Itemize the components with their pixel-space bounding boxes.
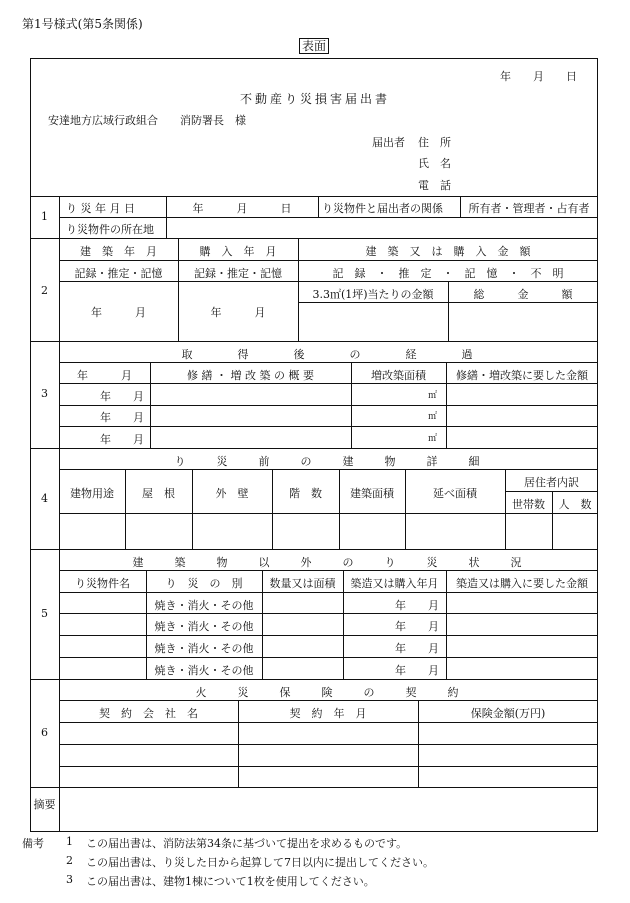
relation-label: り災物件と届出者の関係 [322, 202, 443, 215]
unit-sqm: ㎡ [428, 434, 438, 444]
note-num: 3 [66, 873, 73, 886]
separator [30, 787, 598, 788]
row-line [59, 281, 598, 282]
row-date[interactable]: 年 月 [100, 411, 144, 424]
col-line [339, 469, 340, 549]
row-line [59, 362, 598, 363]
row-line [59, 426, 598, 427]
relation-options[interactable]: 所有者・管理者・占有者 [468, 202, 590, 215]
col-amount: 保険金額(万円) [470, 707, 546, 720]
note-num: 2 [66, 854, 73, 867]
note-text: この届出書は、建物1棟について1枚を使用してください。 [86, 875, 375, 888]
applicant-label: 届出者 [372, 136, 405, 149]
section-title: 火 災 保 険 の 契 約 [195, 686, 462, 699]
separator [30, 549, 598, 550]
row-line [59, 766, 598, 767]
separator [30, 341, 598, 342]
col-date: 築造又は購入年月 [350, 577, 439, 590]
col-cost: 修繕・増改築に要した金額 [456, 369, 588, 382]
col-people: 人 数 [558, 498, 592, 511]
section-number: 1 [41, 210, 48, 223]
col-line [405, 469, 406, 549]
built-label: 建 築 年 月 [80, 245, 157, 258]
price-label: 建 築 又 は 購 入 金 額 [365, 245, 531, 258]
row-line [59, 657, 598, 658]
built-value[interactable]: 年 月 [91, 306, 146, 319]
section-number: 5 [41, 607, 48, 620]
row-line [59, 383, 598, 384]
row-date[interactable]: 年 月 [100, 390, 144, 403]
name-label: 氏 名 [418, 157, 451, 170]
col-line [318, 196, 319, 217]
row-line [59, 613, 598, 614]
location-label: り災物件の所在地 [66, 223, 154, 236]
bought-basis[interactable]: 記録・推定・記憶 [194, 267, 282, 280]
bought-label: 購 入 年 月 [199, 245, 277, 258]
price-basis[interactable]: 記 録 ・ 推 定 ・ 記 憶 ・ 不 明 [332, 267, 564, 280]
bought-value[interactable]: 年 月 [210, 306, 266, 319]
date-field[interactable]: 年 月 日 [500, 70, 577, 83]
number-column-line [59, 196, 60, 832]
note-text: この届出書は、消防法第34条に基づいて提出を求めるものです。 [86, 837, 408, 850]
form-id: 第1号様式(第5条関係) [22, 17, 143, 31]
col-residents: 居住者内訳 [524, 476, 579, 489]
row-line [59, 700, 598, 701]
section-number: 4 [41, 492, 48, 505]
total-label: 総 金 額 [473, 288, 573, 301]
summary-field[interactable] [62, 790, 594, 829]
col-date: 契 約 年 月 [289, 707, 367, 720]
row-date[interactable]: 年 月 [395, 599, 439, 612]
col-wall: 外 壁 [215, 487, 249, 500]
row-line [59, 592, 598, 593]
section-title: り 災 前 の 建 物 詳 細 [174, 455, 483, 468]
row-line [59, 513, 598, 514]
row-line [59, 405, 598, 406]
row-type[interactable]: 焼き・消火・その他 [154, 664, 254, 677]
section-title: 取 得 後 の 経 過 [181, 348, 476, 361]
col-area: 建築面積 [350, 487, 394, 500]
unit-sqm: ㎡ [428, 391, 438, 401]
row-line [59, 469, 598, 470]
disaster-date-label: り 災 年 月 日 [66, 202, 135, 215]
row-type[interactable]: 焼き・消火・その他 [154, 599, 254, 612]
col-date: 年 月 [77, 369, 132, 382]
side-label: 表面 [299, 38, 329, 54]
row-line [59, 260, 598, 261]
row-line [59, 635, 598, 636]
disaster-date-value[interactable]: 年 月 日 [192, 202, 292, 215]
location-field[interactable] [170, 219, 594, 236]
row-date[interactable]: 年 月 [395, 620, 439, 633]
per-tsubo-label: 3.3㎡(1坪)当たりの金額 [312, 288, 434, 301]
col-area: 増改築面積 [371, 369, 426, 382]
row-date[interactable]: 年 月 [100, 433, 144, 446]
section-number: 3 [41, 387, 48, 400]
notes-label: 備考 [22, 837, 44, 850]
separator [30, 679, 598, 680]
row-line [59, 744, 598, 745]
phone-label: 電 話 [418, 179, 451, 192]
separator [30, 448, 598, 449]
note-text: この届出書は、り災した日から起算して7日以内に提出してください。 [86, 856, 434, 869]
col-line [272, 469, 273, 549]
row-line [59, 722, 598, 723]
row-date[interactable]: 年 月 [395, 664, 439, 677]
col-qty: 数量又は面積 [269, 577, 336, 590]
col-summary: 修 繕 ・ 増 改 築 の 概 要 [187, 369, 314, 382]
unit-sqm: ㎡ [428, 412, 438, 422]
col-cost: 築造又は購入に要した金額 [456, 577, 588, 590]
built-basis[interactable]: 記録・推定・記憶 [74, 267, 163, 280]
note-num: 1 [66, 835, 73, 848]
row-line [59, 570, 598, 571]
addressee: 安達地方広域行政組合 消防署長 様 [48, 114, 246, 127]
col-company: 契 約 会 社 名 [99, 707, 198, 720]
row-type[interactable]: 焼き・消火・その他 [154, 620, 254, 633]
section-number: 2 [41, 284, 48, 297]
col-item: り災物件名 [75, 577, 130, 590]
col-roof: 屋 根 [142, 487, 175, 500]
col-type: り 災 の 別 [165, 577, 243, 590]
row-line [59, 217, 598, 218]
row-date[interactable]: 年 月 [395, 642, 439, 655]
separator [30, 238, 598, 239]
col-total-area: 延べ面積 [433, 487, 477, 500]
col-line [192, 469, 193, 549]
row-type[interactable]: 焼き・消火・その他 [154, 642, 254, 655]
col-use: 建物用途 [70, 487, 114, 500]
col-line [125, 469, 126, 549]
col-floors: 階 数 [289, 487, 322, 500]
section-title: 建 築 物 以 外 の り 災 状 況 [132, 556, 525, 569]
address-label: 住 所 [418, 136, 451, 149]
form-title: 不動産り災損害届出書 [239, 92, 390, 106]
separator [30, 196, 598, 197]
col-households: 世帯数 [512, 498, 545, 511]
section-number: 6 [41, 726, 48, 739]
summary-label: 摘要 [33, 798, 56, 811]
